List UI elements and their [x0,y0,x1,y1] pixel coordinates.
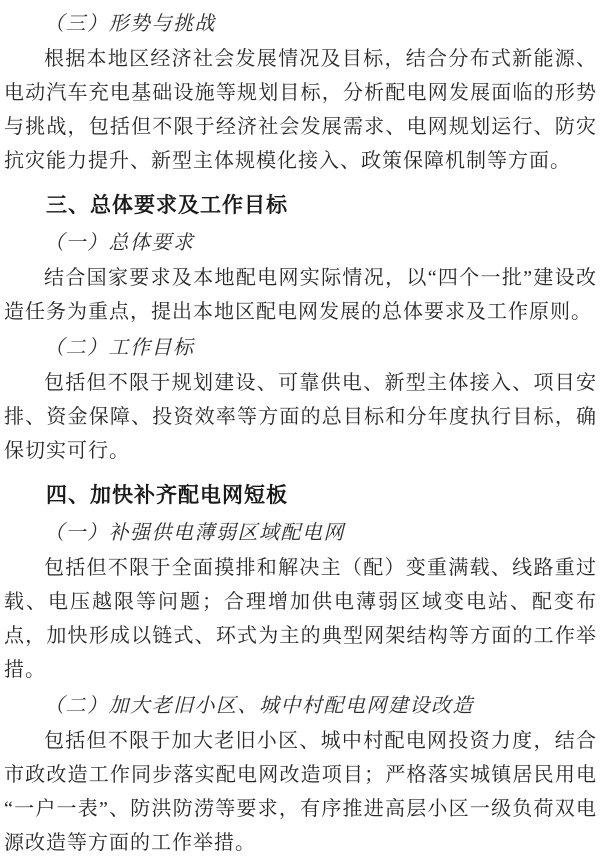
subsection-heading-weak-area-grid: （一）补强供电薄弱区域配电网 [44,522,345,544]
subsection-heading-work-targets: （二）工作目标 [44,337,195,359]
paragraph-overall-requirements: 结合国家要求及本地配电网实际情况，以“四个一批”建设改造任务为重点，提出本地区配电网发展的总体要求及工作原则。 [4,267,597,323]
subsection-heading-old-district-renovation: （二）加大老旧小区、城中村配电网建设改造 [44,695,474,717]
paragraph-work-targets: 包括但不限于规划建设、可靠供电、新型主体接入、项目安排、资金保障、投资效率等方面的总目标和分年度执行目标，确保切实可行。 [4,372,597,462]
subsection-heading-situation-challenges: （三）形势与挑战 [44,13,216,35]
paragraph-situation-challenges: 根据本地区经济社会发展情况及目标，结合分布式新能源、电动汽车充电基础设施等规划目标，分析配电网发展面临的形势与挑战，包括但不限于经济社会发展需求、电网规划运行、防灾抗灾能力提升、新型主体规模化接入、政策保障机制等方面。 [4,48,597,172]
paragraph-old-district-renovation: 包括但不限于加大老旧小区、城中村配电网投资力度，结合市政改造工作同步落实配电网改造项目；严格落实城镇居民用电“一户一表”、防洪防涝等要求，有序推进高层小区一级负荷双电源改造等方面的工作举措。 [4,730,597,854]
section-heading-overall-requirements-targets: 三、总体要求及工作目标 [46,194,288,217]
paragraph-weak-area-grid: 包括但不限于全面摸排和解决主（配）变重满载、线路重过载、电压越限等问题；合理增加供电薄弱区域变电站、配变布点，加快形成以链式、环式为主的典型网架结构等方面的工作举措。 [4,557,597,681]
subsection-heading-overall-requirements: （一）总体要求 [44,232,195,254]
section-heading-grid-shortboard: 四、加快补齐配电网短板 [46,484,288,507]
